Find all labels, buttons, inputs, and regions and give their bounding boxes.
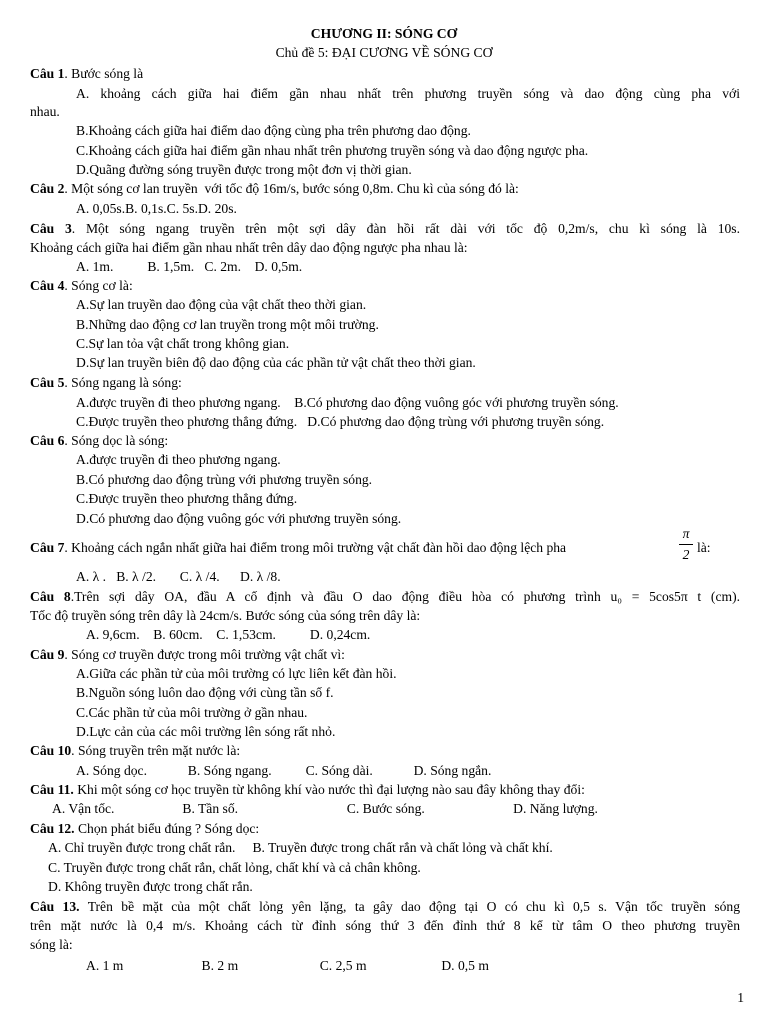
chapter-title: CHƯƠNG II: SÓNG CƠ [310,26,458,41]
q6-option-c: C.Được truyền theo phương thẳng đứng. [76,491,298,506]
q1-option-c: C.Khoảng cách giữa hai điểm gần nhau nhất trên phương truyền sóng và dao động ngược pha. [76,143,589,158]
q4-option-b: B.Những dao động cơ lan truyền trong một môi trường. [76,317,379,332]
question-2: Câu 2. Một sóng cơ lan truyền với tốc độ 16m/s, bước sóng 0,8m. Chu kì của sóng đó là: [30,181,519,196]
fraction-denominator: 2 [682,547,690,562]
q12-option-c: C. Truyền được trong chất rắn, chất lỏng, chất khí và cả chân không. [48,860,421,875]
question-9: Câu 9. Sóng cơ truyền được trong môi trường vật chất vì: [30,647,345,662]
question-11: Câu 11. Khi một sóng cơ học truyền từ không khí vào nước thì đại lượng nào sau đây không thay đổi: [30,782,585,797]
question-3: Câu 3. Một sóng ngang truyền trên một sợi dây đàn hồi rất dài với tốc độ 0,2m/s, chu kì sóng là 10s. [30,221,740,236]
question-7: Câu 7. Khoảng cách ngắn nhất giữa hai điểm trong môi trường vật chất đàn hồi dao động lệch pha [30,540,567,555]
question-4: Câu 4. Sóng cơ là: [30,278,133,293]
question-8-cont: Tốc độ truyền sóng trên dây là 24cm/s. Bước sóng của sóng trên dây là: [30,608,421,623]
q12-option-d: D. Không truyền được trong chất rắn. [48,879,253,894]
pi-over-2-fraction [679,526,693,566]
q5-options-ab: A.được truyền đi theo phương ngang. B.Có phương dao động vuông góc với phương truyền sóng. [76,395,619,410]
question-13-cont2: sóng là: [30,937,73,952]
question-8: Câu 8.Trên sợi dây OA, đầu A cố định và đầu O dao động điều hòa có phương trình u₀ = 5cos5π t (cm). [30,589,740,604]
question-1: Câu 1. Bước sóng là [30,66,144,81]
q13-options: A. 1 m B. 2 m C. 2,5 m D. 0,5 m [86,958,489,973]
q2-options: A. 0,05s.B. 0,1s.C. 5s.D. 20s. [76,201,237,216]
fraction-numerator: π [682,526,690,541]
question-12: Câu 12. Chọn phát biểu đúng ? Sóng dọc: [30,821,260,836]
question-10: Câu 10. Sóng truyền trên mặt nước là: [30,743,241,758]
q12-options-ab: A. Chỉ truyền được trong chất rắn. B. Truyền được trong chất rắn và chất lỏng và chất khí. [48,840,553,855]
question-6: Câu 6. Sóng dọc là sóng: [30,433,169,448]
question-3-cont: Khoảng cách giữa hai điểm gần nhau nhất trên dây dao động ngược pha nhau là: [30,240,468,255]
q9-option-d: D.Lực cản của các môi trường lên sóng rất nhỏ. [76,724,336,739]
q9-option-c: C.Các phần tử của môi trường ở gần nhau. [76,705,308,720]
q6-option-b: B.Có phương dao động trùng với phương truyền sóng. [76,472,373,487]
page-number: 1 [737,990,744,1005]
q4-option-c: C.Sự lan tỏa vật chất trong không gian. [76,336,290,351]
q3-options: A. 1m. B. 1,5m. C. 2m. D. 0,5m. [76,259,303,274]
q5-options-cd: C.Được truyền theo phương thẳng đứng. D.Có phương dao động trùng với phương truyền sóng. [76,414,605,429]
q1-option-b: B.Khoảng cách giữa hai điểm dao động cùng pha trên phương dao động. [76,123,471,138]
question-13: Câu 13. Trên bề mặt của một chất lỏng yên lặng, ta gây dao động tại O có chu kì 0,5 s. Vận tốc truyền sóng [30,899,740,914]
question-5: Câu 5. Sóng ngang là sóng: [30,375,182,390]
q6-option-a: A.được truyền đi theo phương ngang. [76,452,281,467]
q7-options: A. λ . B. λ /2. C. λ /4. D. λ /8. [76,569,281,584]
question-7-end: là: [697,540,711,555]
q9-option-a: A.Giữa các phần tử của môi trường có lực liên kết đàn hồi. [76,666,397,681]
q9-option-b: B.Nguồn sóng luôn dao động với cùng tần số f. [76,685,334,700]
q11-options: A. Vận tốc. B. Tần số. C. Bước sóng. D. Năng lượng. [52,801,598,816]
fraction-bar [679,544,693,545]
q1-option-d: D.Quãng đường sóng truyền được trong một đơn vị thời gian. [76,162,412,177]
q10-options: A. Sóng dọc. B. Sóng ngang. C. Sóng dài. D. Sóng ngắn. [76,763,492,778]
q1-option-a-cont: nhau. [30,104,60,119]
q4-option-a: A.Sự lan truyền dao động của vật chất theo thời gian. [76,297,367,312]
q8-options: A. 9,6cm. B. 60cm. C. 1,53cm. D. 0,24cm. [86,627,371,642]
q1-option-a: A. khoảng cách giữa hai điểm gần nhau nhất trên phương truyền sóng và dao động cùng pha với [76,86,740,101]
topic-subtitle: Chủ đề 5: ĐẠI CƯƠNG VỀ SÓNG CƠ [275,45,493,60]
q6-option-d: D.Có phương dao động vuông góc với phương truyền sóng. [76,511,402,526]
q4-option-d: D.Sự lan truyền biên độ dao động của các phần tử vật chất theo thời gian. [76,355,476,370]
question-13-cont: trên mặt nước là 0,4 m/s. Khoảng cách từ đỉnh sóng thứ 3 đến đỉnh thứ 8 kể từ tâm O theo phương truyền [30,918,740,933]
